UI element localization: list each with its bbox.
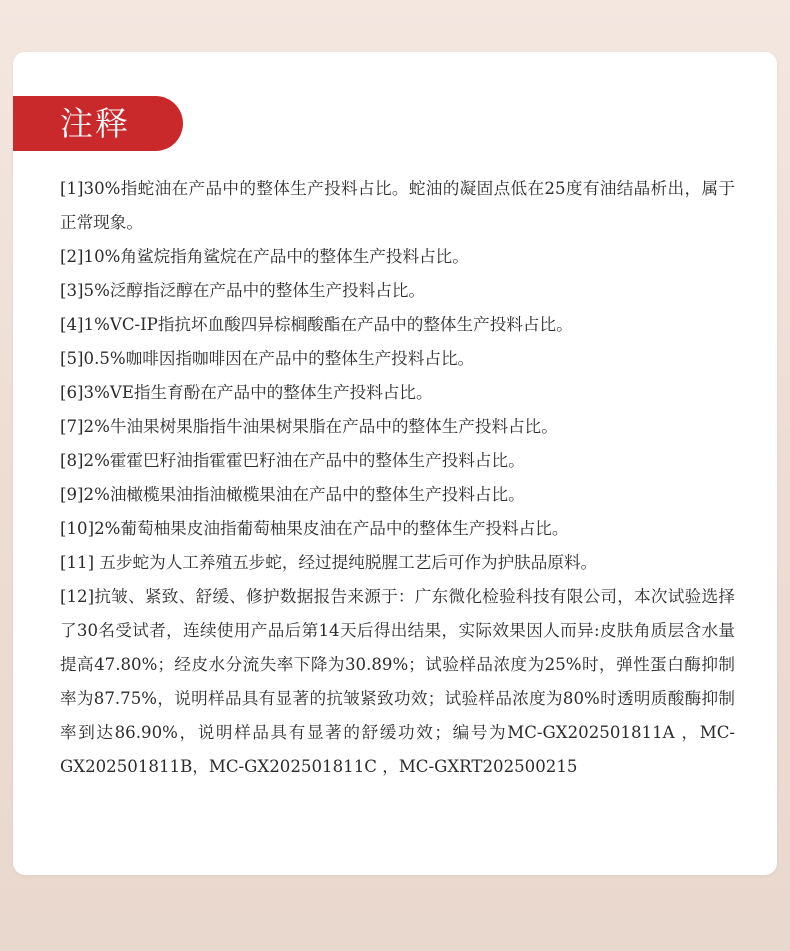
note-item-2: [2]10%角鲨烷指角鲨烷在产品中的整体生产投料占比。: [60, 247, 469, 266]
note-item-6: [6]3%VE指生育酚在产品中的整体生产投料占比。: [60, 383, 433, 402]
note-item-10: [10]2%葡萄柚果皮油指葡萄柚果皮油在产品中的整体生产投料占比。: [60, 519, 569, 538]
note-item-8: [8]2%霍霍巴籽油指霍霍巴籽油在产品中的整体生产投料占比。: [60, 451, 525, 470]
section-heading-tab: [13, 96, 183, 151]
notes-list: [60, 172, 735, 784]
note-item-9: [9]2%油橄榄果油指油橄榄果油在产品中的整体生产投料占比。: [60, 485, 525, 504]
note-item-4: [4]1%VC-IP指抗坏血酸四异棕榈酸酯在产品中的整体生产投料占比。: [60, 315, 573, 334]
note-item-1: [1]30%指蛇油在产品中的整体生产投料占比。蛇油的凝固点低在25度有油结晶析出，属于正常现象。: [60, 179, 735, 232]
note-item-7: [7]2%牛油果树果脂指牛油果树果脂在产品中的整体生产投料占比。: [60, 417, 558, 436]
note-item-11: [11] 五步蛇为人工养殖五步蛇，经过提纯脱腥工艺后可作为护肤品原料。: [60, 553, 598, 572]
note-item-5: [5]0.5%咖啡因指咖啡因在产品中的整体生产投料占比。: [60, 349, 475, 368]
section-heading: 注释: [60, 104, 130, 143]
note-item-12: [12]抗皱、紧致、舒缓、修护数据报告来源于：广东微化检验科技有限公司，本次试验选择了30名受试者，连续使用产品后第14天后得出结果，实际效果因人而异:皮肤角质层含水量提高47.80%；经皮水分流失率下降为30.89%；试验样品浓度为25%时，弹性蛋白酶抑制率为87.75%，说明样品具有显著的抗皱紧致功效；试验样品浓度为80%时透明质酸酶抑制率到达86.90%，说明样品具有显著的舒缓功效；编号为MC-GX202501811A ，MC-GX202501811B，MC-GX202501811C ，MC-GXRT202500215: [60, 587, 735, 776]
note-item-3: [3]5%泛醇指泛醇在产品中的整体生产投料占比。: [60, 281, 426, 300]
